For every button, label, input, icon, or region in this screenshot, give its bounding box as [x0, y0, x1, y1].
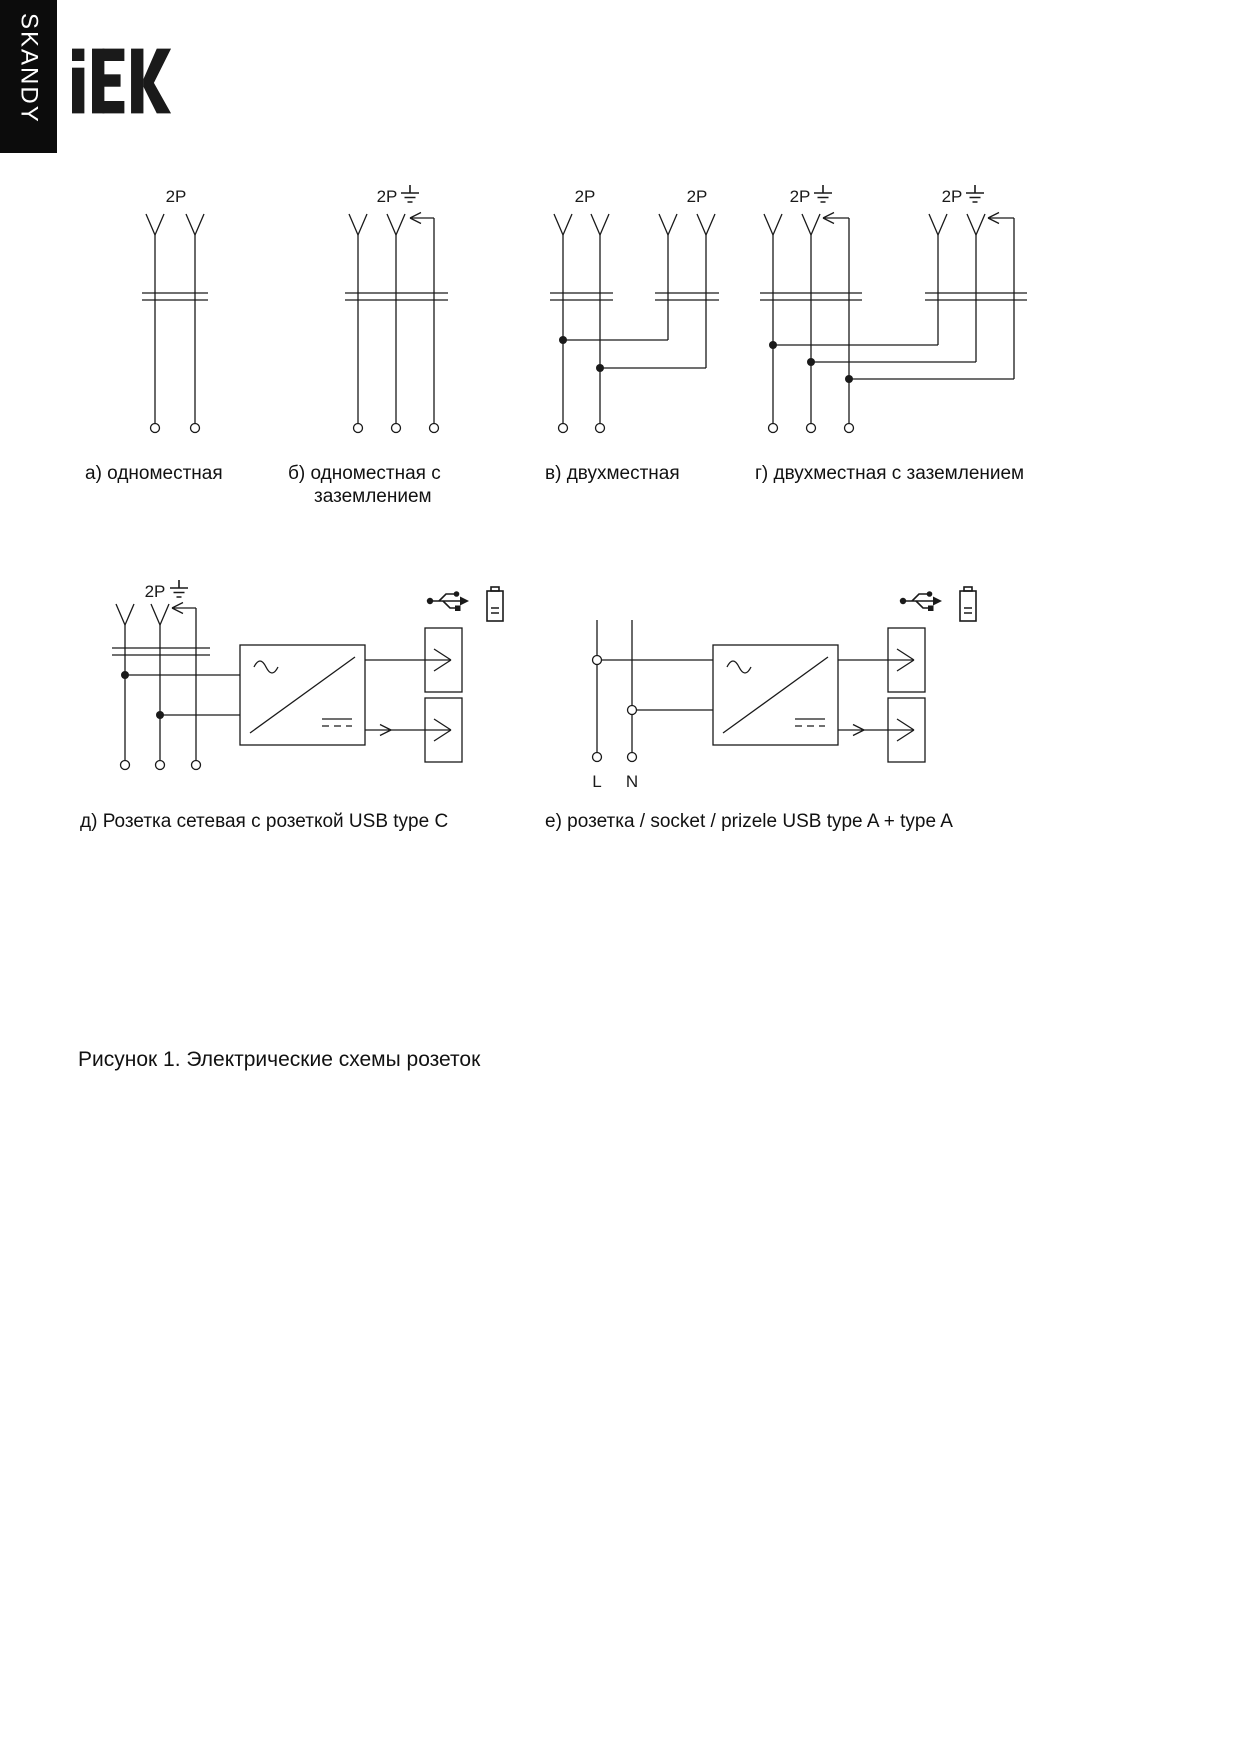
- junction-dot: [845, 375, 853, 383]
- pole-label: 2P: [574, 187, 596, 206]
- contact-fork-icon: [116, 604, 134, 625]
- contact-fork-icon: [387, 214, 405, 235]
- converter-input-wires: [125, 675, 240, 715]
- pole-label: 2P: [941, 187, 963, 206]
- junction-dot: [121, 671, 129, 679]
- junction-dot: [156, 711, 164, 719]
- battery-icon: [960, 587, 976, 621]
- pole-label: 2P: [789, 187, 811, 206]
- usb-port-box: [425, 698, 462, 762]
- terminal-icon: [392, 424, 401, 433]
- junction-dot: [596, 364, 604, 372]
- ac-dc-converter-box: [240, 645, 365, 745]
- converter-output-wires: [365, 660, 425, 730]
- caption-e: е) розетка / socket / prizele USB type A + type A: [545, 811, 953, 832]
- conductors: [155, 235, 195, 424]
- diagram-a-single: [120, 180, 260, 465]
- terminal-icon: [628, 753, 637, 762]
- terminal-icon: [593, 753, 602, 762]
- contact-fork-icon: [802, 214, 820, 235]
- figure-caption: Рисунок 1. Электрические схемы розеток: [78, 1048, 481, 1071]
- diagram-d-usb-c: [95, 575, 515, 810]
- pole-label: 2P: [144, 582, 166, 601]
- terminal-icon: [769, 424, 778, 433]
- conductors: [358, 218, 434, 424]
- converter-output-wires: [838, 660, 888, 730]
- ground-icon: [966, 185, 984, 202]
- contact-fork-icon: [151, 604, 169, 625]
- socket-faces: [760, 293, 1027, 300]
- junction-dot: [559, 336, 567, 344]
- conductors: [125, 608, 196, 761]
- conductors: [597, 620, 632, 753]
- logo-e-bar: [102, 101, 124, 113]
- usb-icon: [900, 591, 942, 611]
- tap-terminal-icon: [628, 706, 637, 715]
- contact-fork-icon: [349, 214, 367, 235]
- logo-e-bar: [102, 49, 124, 61]
- contact-fork-icon: [659, 214, 677, 235]
- caption-d: д) Розетка сетевая с розеткой USB type C: [80, 811, 449, 832]
- contact-fork-icon: [967, 214, 985, 235]
- line-label: L: [592, 772, 602, 791]
- contact-fork-icon: [764, 214, 782, 235]
- contact-fork-icon: [929, 214, 947, 235]
- diagram-v-double: [545, 180, 765, 465]
- logo-k-stem: [131, 49, 143, 114]
- pole-label: 2P: [686, 187, 708, 206]
- terminal-icon: [156, 761, 165, 770]
- series-name: SKANDY: [15, 13, 43, 124]
- conductors: [563, 235, 706, 424]
- converter-input-wires: [597, 660, 713, 710]
- ac-dc-converter-box: [713, 645, 838, 745]
- logo-k-legs: [143, 49, 171, 114]
- junction-dot: [807, 358, 815, 366]
- series-tab: [0, 0, 57, 153]
- terminal-icon: [121, 761, 130, 770]
- terminal-icon: [559, 424, 568, 433]
- socket-faces: [550, 293, 719, 300]
- terminal-icon: [845, 424, 854, 433]
- caption-g: г) двухместная с заземлением: [755, 463, 1025, 484]
- diagram-e-usb-a: [570, 575, 990, 810]
- neutral-label: N: [625, 772, 639, 791]
- caption-a: а) одноместная: [85, 463, 223, 484]
- contact-fork-icon: [186, 214, 204, 235]
- link-wires: [563, 340, 706, 368]
- terminal-icon: [191, 424, 200, 433]
- terminal-icon: [192, 761, 201, 770]
- terminal-icon: [354, 424, 363, 433]
- contact-fork-icon: [591, 214, 609, 235]
- ground-icon: [814, 185, 832, 202]
- caption-b: б) одноместная с заземлением: [288, 463, 441, 508]
- pole-label: 2P: [165, 187, 187, 206]
- usb-icon: [427, 591, 469, 611]
- ground-icon: [401, 185, 419, 202]
- usb-port-box: [425, 628, 462, 692]
- iek-logo: [72, 48, 172, 114]
- logo-i-stem: [72, 68, 84, 114]
- usb-port-box: [888, 628, 925, 692]
- terminal-icon: [807, 424, 816, 433]
- ground-icon: [170, 580, 188, 597]
- diagram-b-single-earthed: [330, 180, 490, 465]
- terminal-icon: [151, 424, 160, 433]
- logo-i-dot: [72, 49, 84, 61]
- diagram-g-double-earthed: [755, 180, 1055, 465]
- usb-port-box: [888, 698, 925, 762]
- pole-label: 2P: [376, 187, 398, 206]
- contact-fork-icon: [697, 214, 715, 235]
- terminal-icon: [596, 424, 605, 433]
- terminal-icon: [430, 424, 439, 433]
- contact-fork-icon: [146, 214, 164, 235]
- logo-e-bar: [102, 74, 120, 86]
- battery-icon: [487, 587, 503, 621]
- conductors: [773, 218, 1014, 424]
- socket-face: [112, 648, 210, 655]
- socket-face: [142, 293, 208, 300]
- junction-dot: [769, 341, 777, 349]
- caption-v: в) двухместная: [545, 463, 680, 484]
- tap-terminal-icon: [593, 656, 602, 665]
- contact-fork-icon: [554, 214, 572, 235]
